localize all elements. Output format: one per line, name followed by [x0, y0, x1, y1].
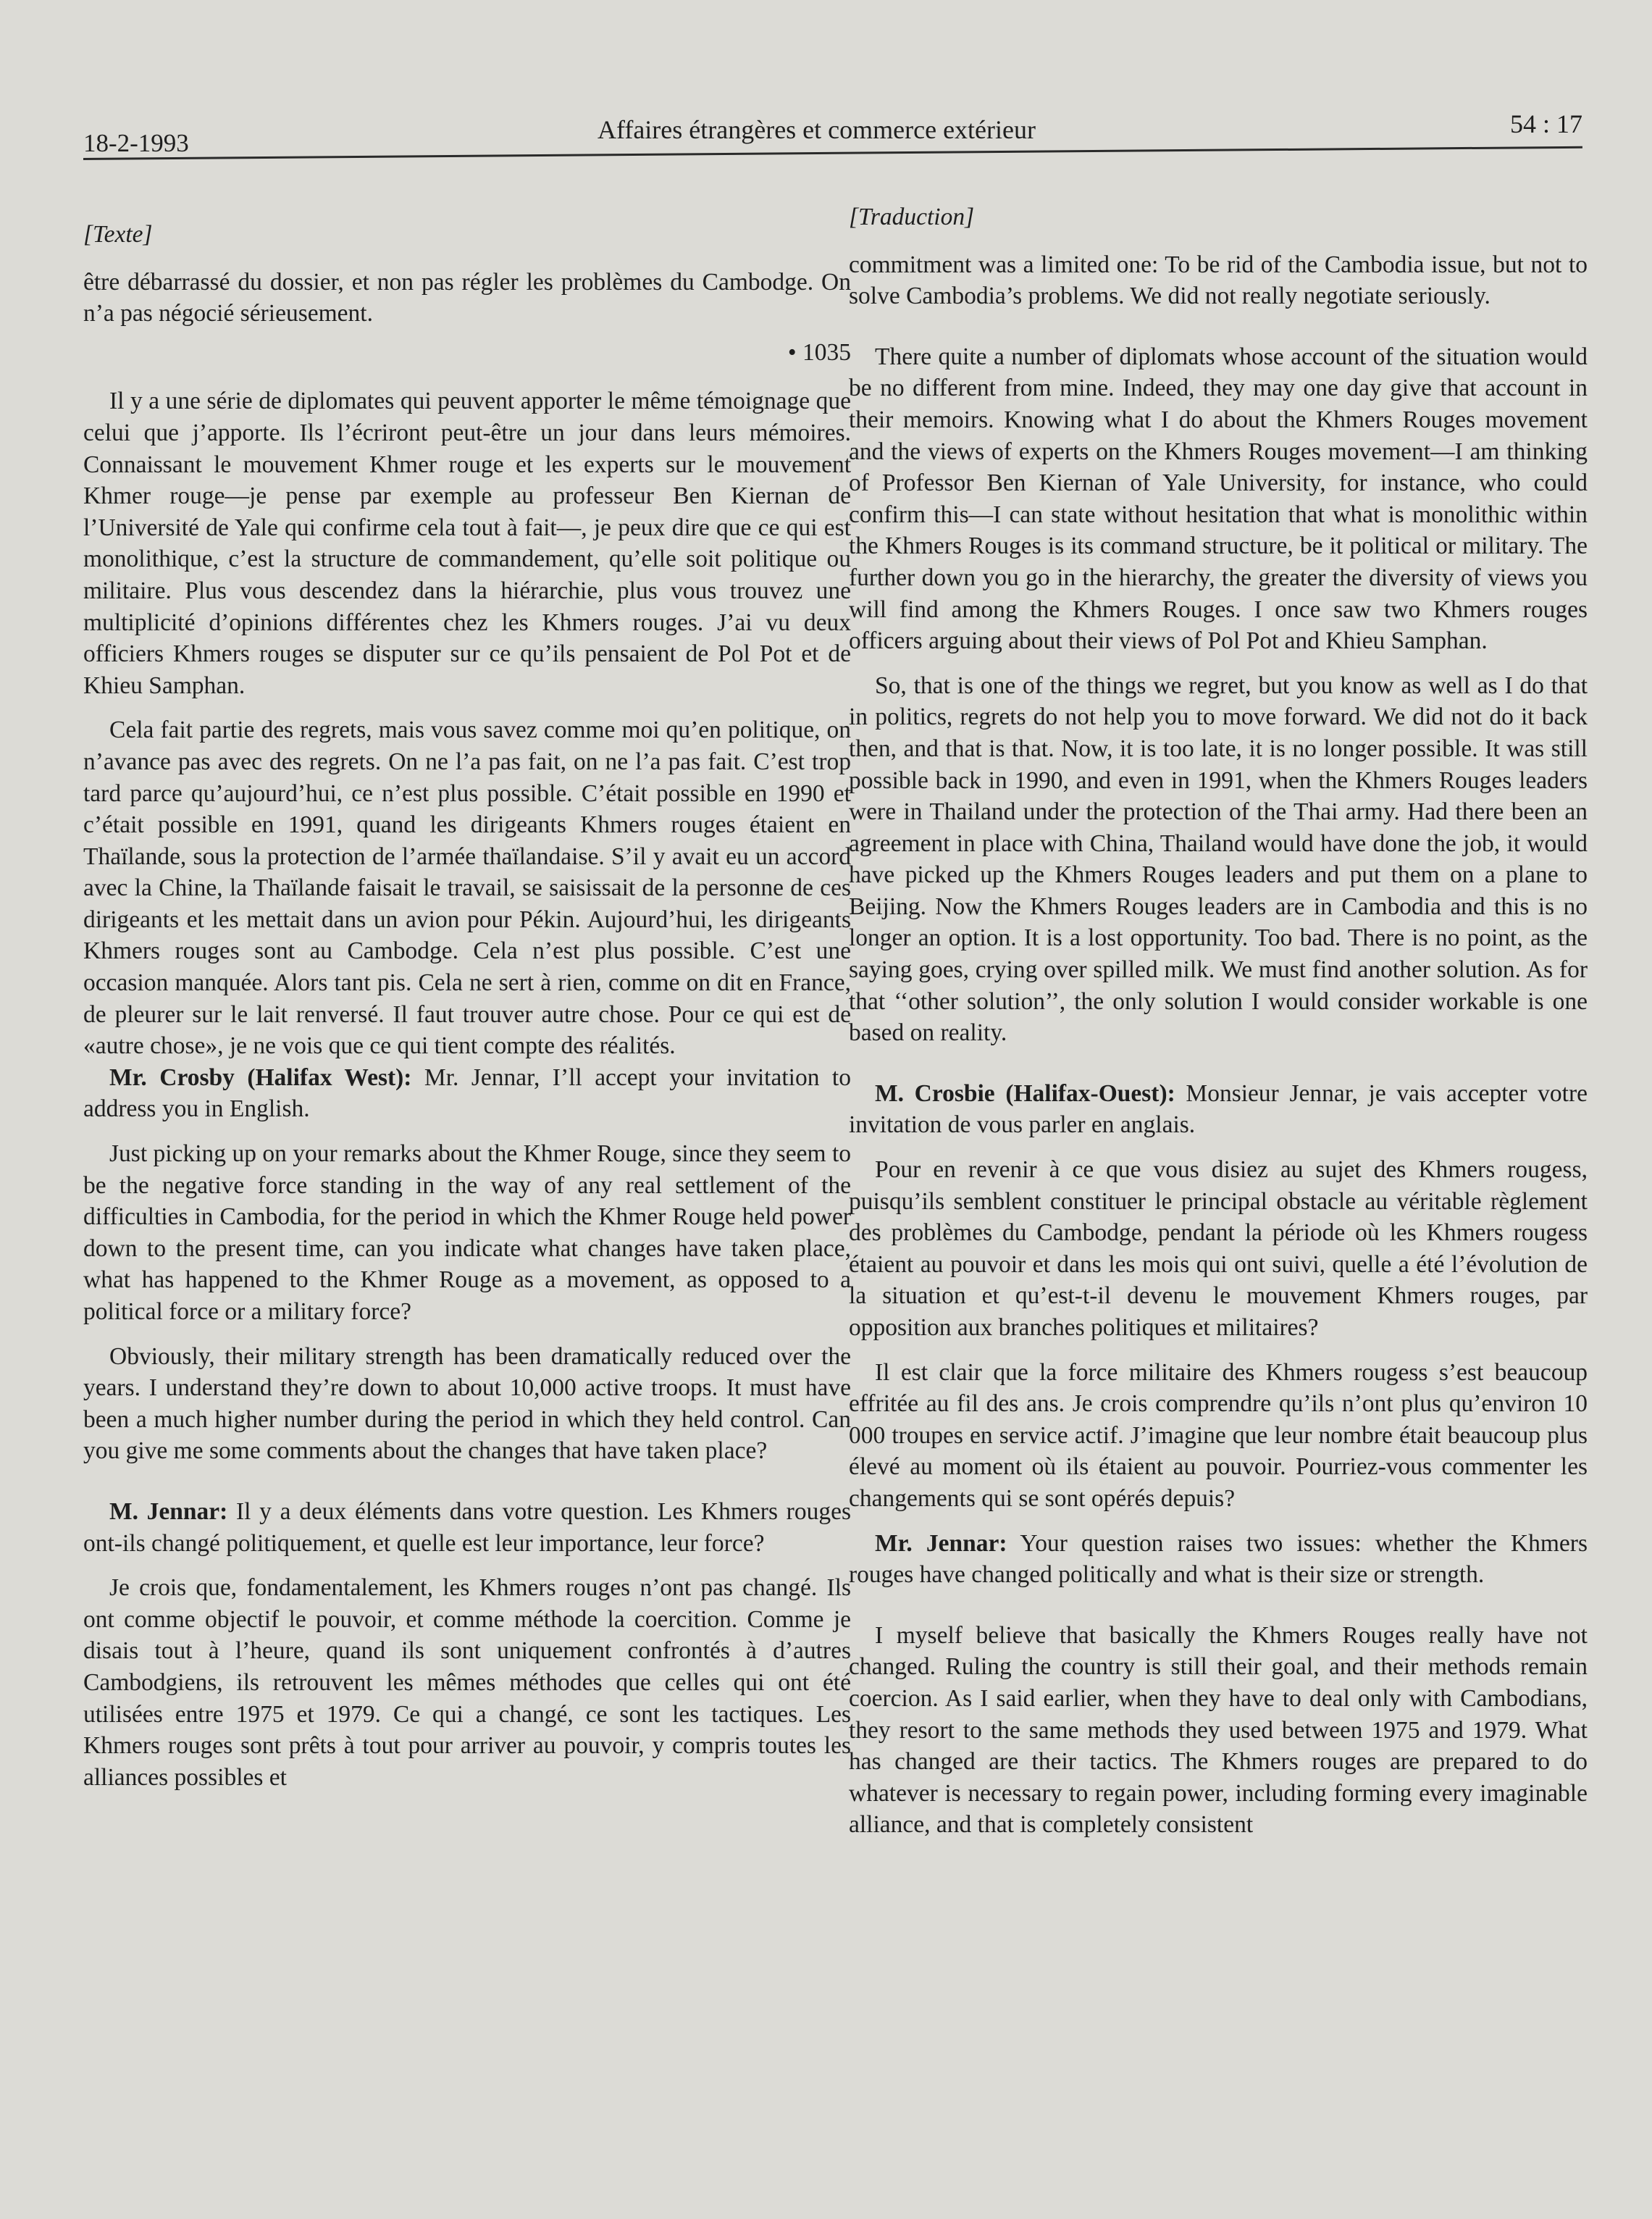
left-paragraph-5: Just picking up on your remarks about the Khmer Rouge, since they seem to be the negative force standing in the way of any real settlement of the difficulties in Cambodia, for the period in which the Khmer Rouge held power down to the present time, can you indicate what changes have taken place, what has happened to the Khmer Rouge as a movement, as opposed to a political force or a military force? — [83, 1140, 851, 1325]
left-column-french — [83, 219, 851, 1793]
speech-text: Your question raises two issues: whether the Khmers rouges have changed politically and what is their size or strength. — [849, 1529, 1588, 1589]
speaker-name: Mr. Jennar: — [875, 1529, 1007, 1557]
right-paragraph-2: There quite a number of diplomats whose account of the situation would be no different from mine. Indeed, they may one day give that account in their memoirs. Knowing what I do about the Khmers Rouges movement and the views of experts on the Khmers Rouges movement—I am thinking of Professor Ben Kiernan of Yale University, for instance, who could confirm this—I can state without hesitation that what is monolithic within the Khmers Rouges is its command structure, be it political or military. The further down you go in the hierarchy, the greater the diversity of views you will find among the Khmers Rouges. I once saw two Khmers rouges officers arguing about their views of Pol Pot and Khieu Samphan. — [849, 343, 1588, 655]
speech-text: Il y a deux éléments dans votre question. Les Khmers rouges ont-ils changé politiquement, et quelle est leur importance, leur force? — [83, 1497, 851, 1557]
left-paragraph-4 — [83, 1062, 851, 1125]
speech-text: Monsieur Jennar, je vais accepter votre invitation de vous parler en anglais. — [849, 1079, 1588, 1139]
left-column-label: [Texte] — [83, 221, 153, 248]
speaker-name: M. Crosbie (Halifax-Ouest): — [875, 1079, 1175, 1107]
speech-text: Mr. Jennar, I’ll accept your invitation to address you in English. — [83, 1063, 851, 1123]
time-marker: • 1035 — [787, 338, 851, 366]
speaker-name: M. Jennar: — [109, 1497, 228, 1525]
right-paragraph-1: commitment was a limited one: To be rid of the Cambodia issue, but not to solve Cambodia’s problems. We did not really negotiate seriously. — [849, 251, 1588, 310]
header-title: Affaires étrangères et commerce extérieur — [598, 115, 1036, 144]
left-paragraph-2: Il y a une série de diplomates qui peuvent apporter le même témoignage que celui que j’apporte. Ils l’écriront peut-être un jour dans leurs mémoires. Connaissant le mouvement Khmer rouge et les experts sur le mouvement Khmer rouge—je pense par exemple au professeur Ben Kiernan de l’Université de Yale qui confirme cela tout à fait—, je peux dire que ce qui est monolithique, c’est la structure de commandement, qu’elle soit politique ou militaire. Plus vous descendez dans la hiérarchie, plus vous trouvez une multiplicité d’opinions différentes chez les Khmers rouges. J’ai vu deux officiers Khmers rouges se disputer sur ce qu’ils pensaient de Pol Pot et de Khieu Samphan. — [83, 388, 851, 699]
speaker-name: Mr. Crosby (Halifax West): — [109, 1063, 412, 1091]
left-paragraph-7 — [83, 1496, 851, 1559]
right-column-english — [849, 201, 1588, 1841]
right-paragraph-7 — [849, 1528, 1588, 1591]
left-paragraph-1: être débarrassé du dossier, et non pas régler les problèmes du Cambodge. On n’a pas négocié sérieusement. — [83, 268, 851, 327]
right-paragraph-5: Pour en revenir à ce que vous disiez au sujet des Khmers rougess, puisqu’ils semblent constituer le principal obstacle au véritable règlement des problèmes du Cambodge, pendant la période où les Khmers rougess étaient au pouvoir et dans les mois qui ont suivi, quelle a été l’évolution de la situation et qu’est-t-il devenu le mouvement Khmers rouges, par opposition aux branches politiques et militaires? — [849, 1156, 1588, 1341]
left-paragraph-3: Cela fait partie des regrets, mais vous savez comme moi qu’en politique, on n’avance pas avec des regrets. On ne l’a pas fait, on ne l’a pas fait. C’est trop tard parce qu’aujourd’hui, ce n’est plus possible. C’était possible en 1990 et c’était possible en 1991, quand les dirigeants Khmers rouges étaient en Thaïlande, sous la protection de l’armée thaïlandaise. S’il y avait eu un accord avec la Chine, la Thaïlande faisait le travail, se saisissait de la personne de ces dirigeants et les mettait dans un avion pour Pékin. Aujourd’hui, les dirigeants Khmers rouges sont au Cambodge. Cela n’est plus possible. C’est une occasion manquée. Alors tant pis. Cela ne sert à rien, comme on dit en France, de pleurer sur le lait renversé. Il faut trouver autre chose. Pour ce qui est de «autre chose», je ne vois que ce qui tient compte des réalités. — [83, 716, 851, 1060]
header-page-number: 54 : 17 — [1509, 109, 1582, 138]
right-paragraph-6: Il est clair que la force militaire des Khmers rougess s’est beaucoup effritée au fil des ans. Je crois comprendre qu’ils n’ont plus qu’environ 10 000 troupes en service actif. J’imagine que leur nombre était beaucoup plus élevé au moment où ils étaient au pouvoir. Pourriez-vous commenter les changements qui se sont opérés depuis? — [849, 1358, 1588, 1512]
right-paragraph-4 — [849, 1078, 1588, 1141]
page-header — [83, 109, 1582, 163]
right-paragraph-8: I myself believe that basically the Khmers Rouges really have not changed. Ruling the country is still their goal, and their methods remain coercion. As I said earlier, when they have to deal only with Cambodians, they resort to the same methods they used between 1975 and 1979. What has changed are their tactics. The Khmers rouges are prepared to do whatever is necessary to regain power, including forming every imaginable alliance, and that is completely consistent — [849, 1621, 1588, 1839]
header-date: 18-2-1993 — [83, 129, 189, 157]
left-paragraph-8: Je crois que, fondamentalement, les Khmers rouges n’ont pas changé. Ils ont comme objectif le pouvoir, et comme méthode la coercition. Comme je disais tout à l’heure, quand ils sont uniquement confrontés à d’autres Cambodgiens, ils retrouvent les mêmes méthodes que celles qui ont été utilisées entre 1975 et 1979. Ce qui a changé, ce sont les tactiques. Les Khmers rouges sont prêts à tout pour arriver au pouvoir, y compris toutes les alliances possibles et — [83, 1574, 851, 1791]
left-paragraph-6: Obviously, their military strength has been dramatically reduced over the years. I understand they’re down to about 10,000 active troops. It must have been a much higher number during the period in which they held control. Can you give me some comments about the changes that have taken place? — [83, 1342, 851, 1465]
right-column-label: [Traduction] — [849, 204, 975, 230]
right-paragraph-3: So, that is one of the things we regret, but you know as well as I do that in politics, regrets do not help you to move forward. We did not do it back then, and that is that. Now, it is too late, it is no longer possible. It was still possible back in 1990, and even in 1991, when the Khmers Rouges leaders were in Thailand under the protection of the Thai army. Had there been an agreement in place with China, Thailand would have done the job, it would have picked up the Khmers Rouges leaders and put them on a plane to Beijing. Now the Khmers Rouges leaders are in Cambodia and this is no longer an option. It is a lost opportunity. Too bad. There is no point, as the saying goes, crying over spilled milk. We must find another solution. As for that ‘‘other solution’’, the only solution I would consider workable is one based on reality. — [849, 672, 1588, 1047]
